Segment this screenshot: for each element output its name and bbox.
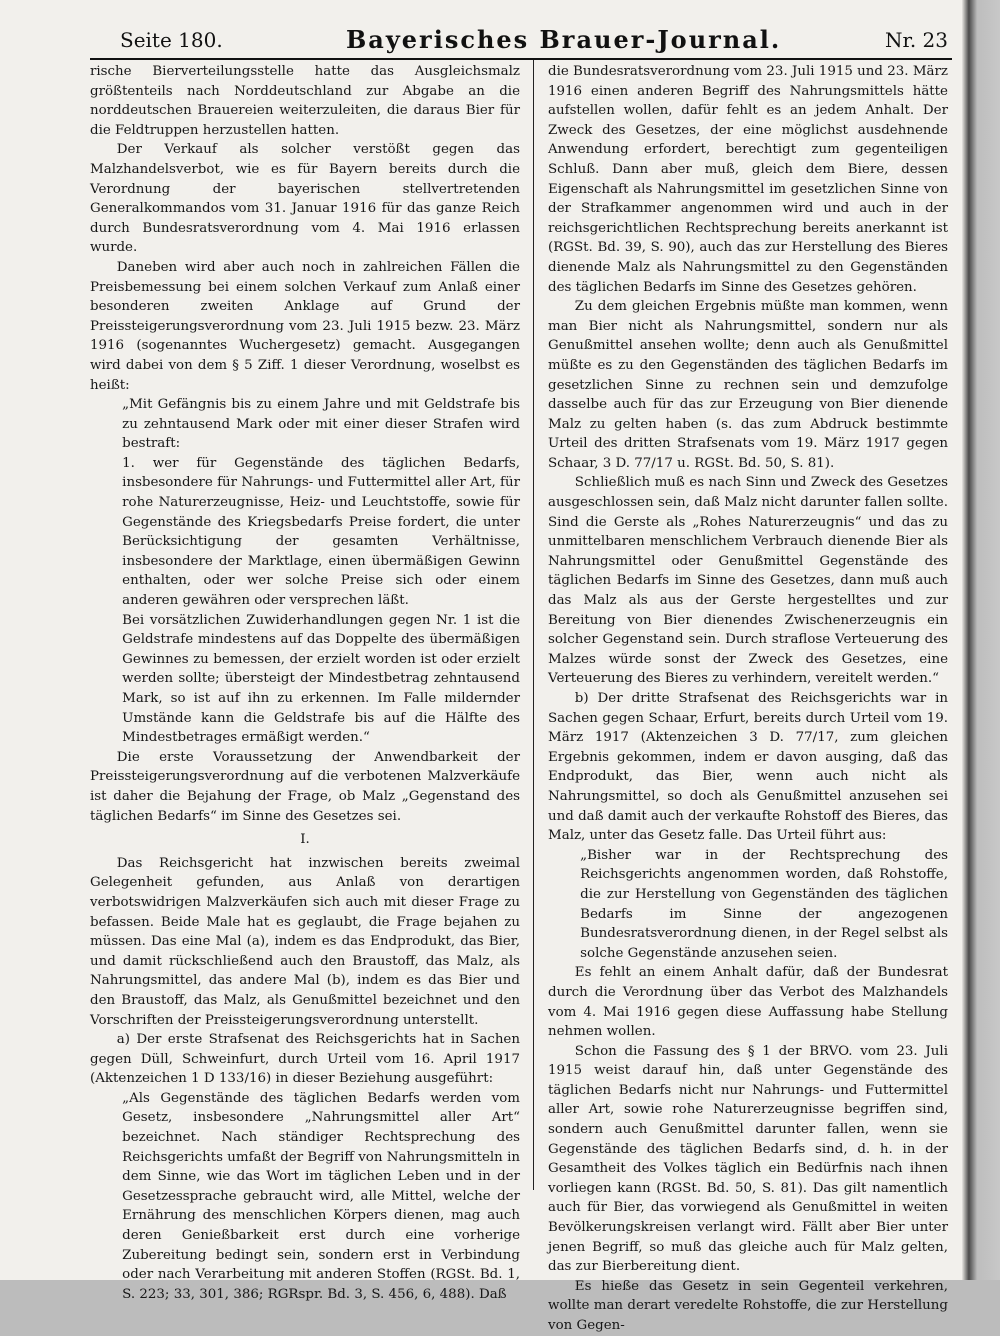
paragraph: die Bundesratsverordnung vom 23. Juli 1915 und 23. März 1916 einen anderen Begriff des Nahrungsmittels hätte aufstellen wollen, dafür fehlt es an jedem Anhalt. Der Zweck des Gesetzes, der eine möglichst ausdehnende Anwendung erfordert, berechtigt zum gegenteiligen Schluß. Dann aber muß, gleich dem Biere, dessen Eigenschaft als Nahrungsmittel im gesetzlichen Sinne von der Strafkammer angenommen wird und auch in der reichsgerichtlichen Rechtsprechung bereits anerkannt ist (RGSt. Bd. 39, S. 90), auch das zur Herstellung des Bieres dienende Malz als Nahrungsmittel zu den Gegenständen des täglichen Bedarfs im Sinne des Gesetzes gehören.: [548, 64, 948, 295]
page-header: [88, 25, 948, 56]
paragraph: Daneben wird aber auch noch in zahlreichen Fällen die Preisbemessung bei einem solchen Verkauf zum Anlaß einer besonderen zweiten Anklage auf Grund der Preissteigerungsverordnung vom 23. Juli 1915 bezw. 23. März 1916 (sogenanntes Wuchergesetz) gemacht. Ausgegangen wird dabei von dem § 5 Ziff. 1 dieser Verordnung, woselbst es heißt:: [90, 259, 520, 393]
paragraph: a) Der erste Strafsenat des Reichsgerichts hat in Sachen gegen Düll, Schweinfurt, durch Urteil vom 16. April 1917 (Aktenzeichen 1 D 133/16) in dieser Beziehung ausgeführt:: [90, 1032, 520, 1087]
section-heading: I.: [300, 832, 310, 848]
page-binding-edge: [962, 0, 1000, 1280]
header-rule: [90, 58, 952, 60]
quote-paragraph: „Als Gegenstände des täglichen Bedarfs werden vom Gesetz, insbesondere „Nahrungsmittel aller Art“ bezeichnet. Nach ständiger Rechtsprechung des Reichsgerichts umfaßt der Begriff von Nahrungsmitteln in dem Sinne, wie das Wort im täglichen Leben und in der Gesetzessprache gebraucht wird, alle Mittel, welche der Ernährung des menschlichen Körpers dienen, mag auch deren Genießbarkeit erst durch eine vorherige Zubereitung bedingt sein, sondern erst in Verbindung oder nach Verarbeitung mit anderen Stoffen (RGSt. Bd. 1, S. 223; 33, 301, 386; RGRspr. Bd. 3, S. 456, 6, 488). Daß: [122, 1090, 520, 1302]
quote-paragraph: „Bisher war in der Rechtsprechung des Reichsgerichts angenommen worden, daß Rohstoffe, die zur Herstellung von Gegenständen des täglichen Bedarfs im Sinne der angezogenen Bundesratsverordnung dienen, in der Regel selbst als solche Gegenstände anzusehen seien.: [580, 847, 948, 961]
quote-paragraph: „Mit Gefängnis bis zu einem Jahre und mit Geldstrafe bis zu zehntausend Mark oder mit einer dieser Strafen wird bestraft:: [122, 397, 520, 452]
journal-title: Bayerisches Brauer-Journal.: [346, 25, 782, 54]
quote-list-item: 1. wer für Gegenstände des täglichen Bedarfs, insbesondere für Nahrungs- und Futtermittel aller Art, für rohe Naturerzeugnisse, Heiz- und Leuchtstoffe, sowie für Gegenstände des Kriegsbedarfs Preise fordert, die unter Berücksichtigung der gesamten Verhältnisse, insbesondere der Marktlage, einen übermäßigen Gewinn enthalten, oder wer solche Preise sich oder einem anderen gewähren oder versprechen läßt.: [122, 455, 520, 609]
paragraph: b) Der dritte Strafsenat des Reichsgerichts war in Sachen gegen Schaar, Erfurt, bereits durch Urteil vom 19. März 1917 (Aktenzeichen 3 D. 77/17, zum gleichen Ergebnis gekommen, indem er davon ausging, daß das Endprodukt, das Bier, wenn auch nicht als Nahrungsmittel, so doch als Genußmittel anzusehen sei und daß damit auch der verkaufte Rohstoff des Bieres, das Malz, unter das Gesetz falle. Das Urteil führt aus:: [548, 691, 948, 844]
page-number: Seite 180.: [120, 28, 223, 52]
paragraph: Schon die Fassung des § 1 der BRVO. vom 23. Juli 1915 weist darauf hin, daß unter Gegenstände des täglichen Bedarfs nicht nur Nahrungs- und Futtermittel aller Art, sowie rohe Naturerzeugnisse begriffen sind, sondern auch Genußmittel darunter fallen, wenn sie Gegenstände des täglichen Bedarfs sind, d. h. in der Gesamtheit des Volkes täglich ein Bedürfnis nach ihnen vorliegen kann (RGSt. Bd. 50, S. 81). Das gilt namentlich auch für Bier, das vorwiegend als Genußmittel in weiten Bevölkerungskreisen verlangt wird. Fällt aber Bier unter jenen Begriff, so muß das gleiche auch für Malz gelten, das zur Bierbereitung dient.: [548, 1043, 948, 1275]
paragraph: Das Reichsgericht hat inzwischen bereits zweimal Gelegenheit gefunden, aus Anlaß von derartigen verbotswidrigen Malzverkäufen sich auch mit dieser Frage zu befassen. Beide Male hat es geglaubt, die Frage bejahen zu müssen. Das eine Mal (a), indem es das Endprodukt, das Bier, und damit rückschließend auch den Braustoff, das Malz, als Nahrungsmittel, das andere Mal (b), indem es das Bier und den Braustoff, das Malz, als Genußmittel bezeichnet und den Vorschriften der Preissteigerungsverordnung unterstellt.: [90, 855, 520, 1028]
paragraph: Der Verkauf als solcher verstößt gegen das Malzhandelsverbot, wie es für Bayern bereits durch die Verordnung der bayerischen stellvertretenden Generalkommandos vom 31. Januar 1916 für das ganze Reich durch Bundesratsverordnung vom 4. Mai 1916 erlassen wurde.: [90, 142, 520, 256]
right-column: [548, 62, 948, 1336]
column-divider: [533, 60, 534, 1190]
paragraph: Es fehlt an einem Anhalt dafür, daß der Bundesrat durch die Verordnung über das Verbot des Malzhandels vom 4. Mai 1916 gegen diese Auffassung habe Stellung nehmen wollen.: [548, 965, 948, 1040]
paragraph: Zu dem gleichen Ergebnis müßte man kommen, wenn man Bier nicht als Nahrungsmittel, sondern nur als Genußmittel ansehen wollte; denn auch als Genußmittel müßte es zu den Gegenständen des täglichen Bedarfs im gesetzlichen Sinne zu rechnen sein und demzufolge dasselbe auch für das zur Erzeugung von Bier dienende Malz zu gelten haben (s. das zum Abdruck bestimmte Urteil des dritten Strafsenats vom 19. März 1917 gegen Schaar, 3 D. 77/17 u. RGSt. Bd. 50, S. 81).: [548, 299, 948, 471]
paragraph: Es hieße das Gesetz in sein Gegenteil verkehren, wollte man derart veredelte Rohstoffe, die zur Herstellung von Gegen-: [548, 1278, 948, 1333]
paragraph: Schließlich muß es nach Sinn und Zweck des Gesetzes ausgeschlossen sein, daß Malz nicht darunter fallen sollte. Sind die Gerste als „Rohes Naturerzeugnis“ und das zu unmittelbaren menschlichem Verbrauch dienende Bier als Nahrungsmittel oder Genußmittel Gegenstände des täglichen Bedarfs im Sinne des Gesetzes, dann muß auch das Malz als aus der Gerste hergestelltes und zur Bereitung von Bier dienendes Zwischenerzeugnis ein solcher Gegenstand sein. Durch straflose Verteuerung des Malzes würde sonst der Zweck des Gesetzes, eine Verteuerung des Bieres zu verhindern, vereitelt werden.“: [548, 475, 948, 687]
left-column: [90, 62, 520, 1304]
paragraph: Die erste Voraussetzung der Anwendbarkeit der Preissteigerungsverordnung auf die verbotenen Malzverkäufe ist daher die Bejahung der Frage, ob Malz „Gegenstand des täglichen Bedarfs“ im Sinne des Gesetzes sei.: [90, 749, 520, 824]
quote-paragraph: Bei vorsätzlichen Zuwiderhandlungen gegen Nr. 1 ist die Geldstrafe mindestens auf das Doppelte des übermäßigen Gewinnes zu bemessen, der erzielt worden ist oder erzielt werden sollte; übersteigt der Mindestbetrag zehntausend Mark, so ist auf ihn zu erkennen. Im Falle mildernder Umstände kann die Geldstrafe bis auf die Hälfte des Mindestbetrages ermäßigt werden.“: [122, 612, 520, 746]
paragraph: rische Bierverteilungsstelle hatte das Ausgleichsmalz größtenteils nach Norddeutschland zur Abgabe an die norddeutschen Brauereien weiterzuleiten, die daraus Bier für die Feldtruppen herzustellen hatten.: [90, 64, 520, 138]
issue-number: Nr. 23: [884, 28, 948, 52]
